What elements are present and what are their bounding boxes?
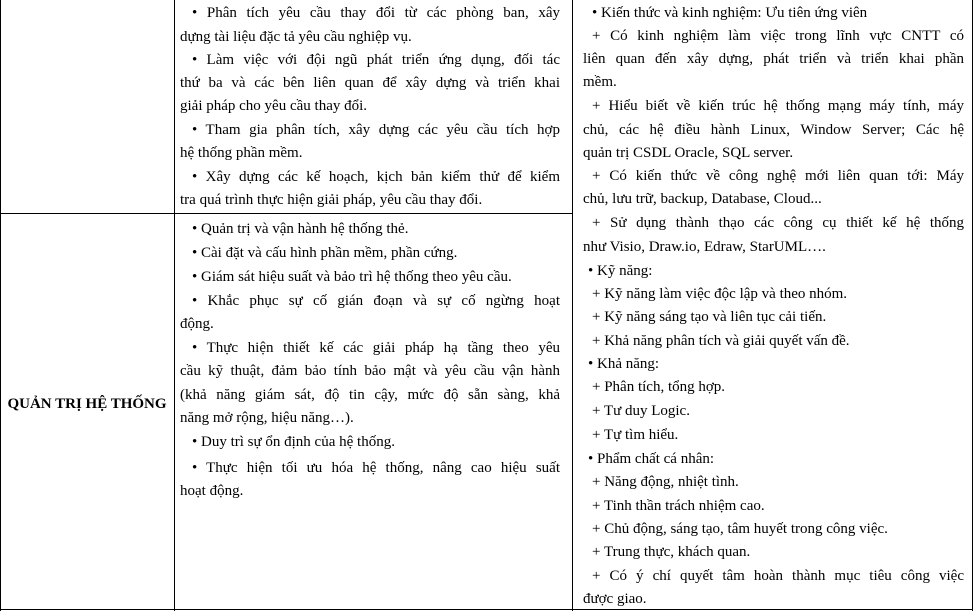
requirement-line: chủ, lưu trữ, backup, Database, Cloud...	[583, 191, 822, 207]
sysadmin-task-line: (khả năng giám sát, độ tin cậy, mức độ sẵn sàng, khả	[180, 387, 560, 403]
upper-task-line: hệ thống phần mềm.	[180, 145, 303, 161]
requirement-line: + Trung thực, khách quan.	[592, 544, 751, 560]
sysadmin-task-line: hoạt động.	[180, 483, 244, 499]
sysadmin-task-line: • Thực hiện tối ưu hóa hệ thống, nâng cao hiệu suất	[192, 460, 560, 476]
requirement-line: chủ, các hệ điều hành Linux, Window Server; Các hệ	[583, 122, 964, 138]
col-divider-2	[572, 0, 573, 611]
upper-task-line: • Làm việc với đội ngũ phát triển ứng dụng, đối tác	[192, 52, 560, 68]
upper-task-line: dựng tài liệu đặc tả yêu cầu nghiệp vụ.	[180, 29, 412, 45]
table-border-bottom	[0, 609, 973, 610]
sysadmin-task-line: • Khắc phục sự cố gián đoạn và sự cố ngừng hoạt	[192, 293, 560, 309]
col-divider-1	[174, 0, 175, 611]
requirement-line: + Tinh thần trách nhiệm cao.	[592, 498, 765, 514]
requirement-line: + Tư duy Logic.	[592, 403, 690, 419]
upper-task-line: • Xây dựng các kế hoạch, kịch bản kiểm thử để kiểm	[192, 169, 560, 185]
upper-task-line: tra quá trình thực hiện giải pháp, yêu cầu thay đổi.	[180, 192, 483, 208]
sysadmin-task-line: động.	[180, 316, 214, 332]
requirement-line: + Năng động, nhiệt tình.	[592, 474, 739, 490]
requirement-line: quản trị CSDL Oracle, SQL server.	[583, 145, 794, 161]
requirement-line: + Có kiến thức về công nghệ mới liên quan tới: Máy	[592, 168, 964, 184]
sysadmin-task-line: • Quản trị và vận hành hệ thống thẻ.	[192, 221, 409, 237]
requirement-heading: • Kỹ năng:	[588, 263, 653, 279]
sysadmin-task-line: • Giám sát hiệu suất và bảo trì hệ thống theo yêu cầu.	[192, 269, 512, 285]
row-divider	[0, 213, 573, 214]
requirement-line: + Có kinh nghiệm làm việc trong lĩnh vực CNTT có	[592, 28, 964, 44]
requirement-line: + Khả năng phân tích và giải quyết vấn đề.	[592, 333, 850, 349]
requirement-line: + Có ý chí quyết tâm hoàn thành mục tiêu công việc	[592, 568, 964, 584]
sysadmin-task-line: • Duy trì sự ổn định của hệ thống.	[192, 434, 395, 450]
table-border-left	[0, 0, 1, 611]
role-title: QUẢN TRỊ HỆ THỐNG	[7, 396, 167, 412]
requirement-line: + Sử dụng thành thạo các công cụ thiết kế hệ thống	[592, 215, 964, 231]
requirement-line: liên quan đến xây dựng, phát triển và triển khai phần	[583, 51, 964, 67]
upper-task-line: • Tham gia phân tích, xây dựng các yêu cầu tích hợp	[192, 122, 560, 138]
requirement-heading: • Khả năng:	[588, 356, 660, 372]
requirement-line: + Phân tích, tổng hợp.	[592, 379, 726, 395]
upper-task-line: • Phân tích yêu cầu thay đổi từ các phòng ban, xây	[192, 5, 560, 21]
sysadmin-task-line: • Cài đặt và cấu hình phần mềm, phần cứng.	[192, 245, 458, 261]
requirement-line: + Hiểu biết về kiến trúc hệ thống mạng máy tính, máy	[592, 98, 964, 114]
requirement-line: + Tự tìm hiểu.	[592, 427, 679, 443]
upper-task-line: giải pháp cho yêu cầu thay đổi.	[180, 98, 368, 114]
requirement-line: + Chủ động, sáng tạo, tâm huyết trong công việc.	[592, 521, 888, 537]
sysadmin-task-line: cầu kỹ thuật, đảm bảo tính bảo mật và yêu cầu vận hành	[180, 363, 560, 379]
requirement-heading: • Phẩm chất cá nhân:	[588, 451, 715, 467]
sysadmin-task-line: • Thực hiện thiết kế các giải pháp hạ tầng theo yêu	[192, 340, 560, 356]
sysadmin-task-line: năng mở rộng, hiệu năng…).	[180, 410, 354, 426]
requirement-line: được giao.	[583, 591, 647, 607]
requirement-line: như Visio, Draw.io, Edraw, StarUML….	[583, 239, 826, 255]
table-border-right	[972, 0, 973, 611]
requirement-line: + Kỹ năng làm việc độc lập và theo nhóm.	[592, 286, 848, 302]
requirement-line: + Kỹ năng sáng tạo và liên tục cải tiến.	[592, 309, 827, 325]
requirement-line: mềm.	[583, 74, 617, 90]
upper-task-line: thứ ba và các bên liên quan để xây dựng và triển khai	[180, 75, 560, 91]
requirement-heading: • Kiến thức và kinh nghiệm: Ưu tiên ứng viên	[592, 5, 868, 21]
